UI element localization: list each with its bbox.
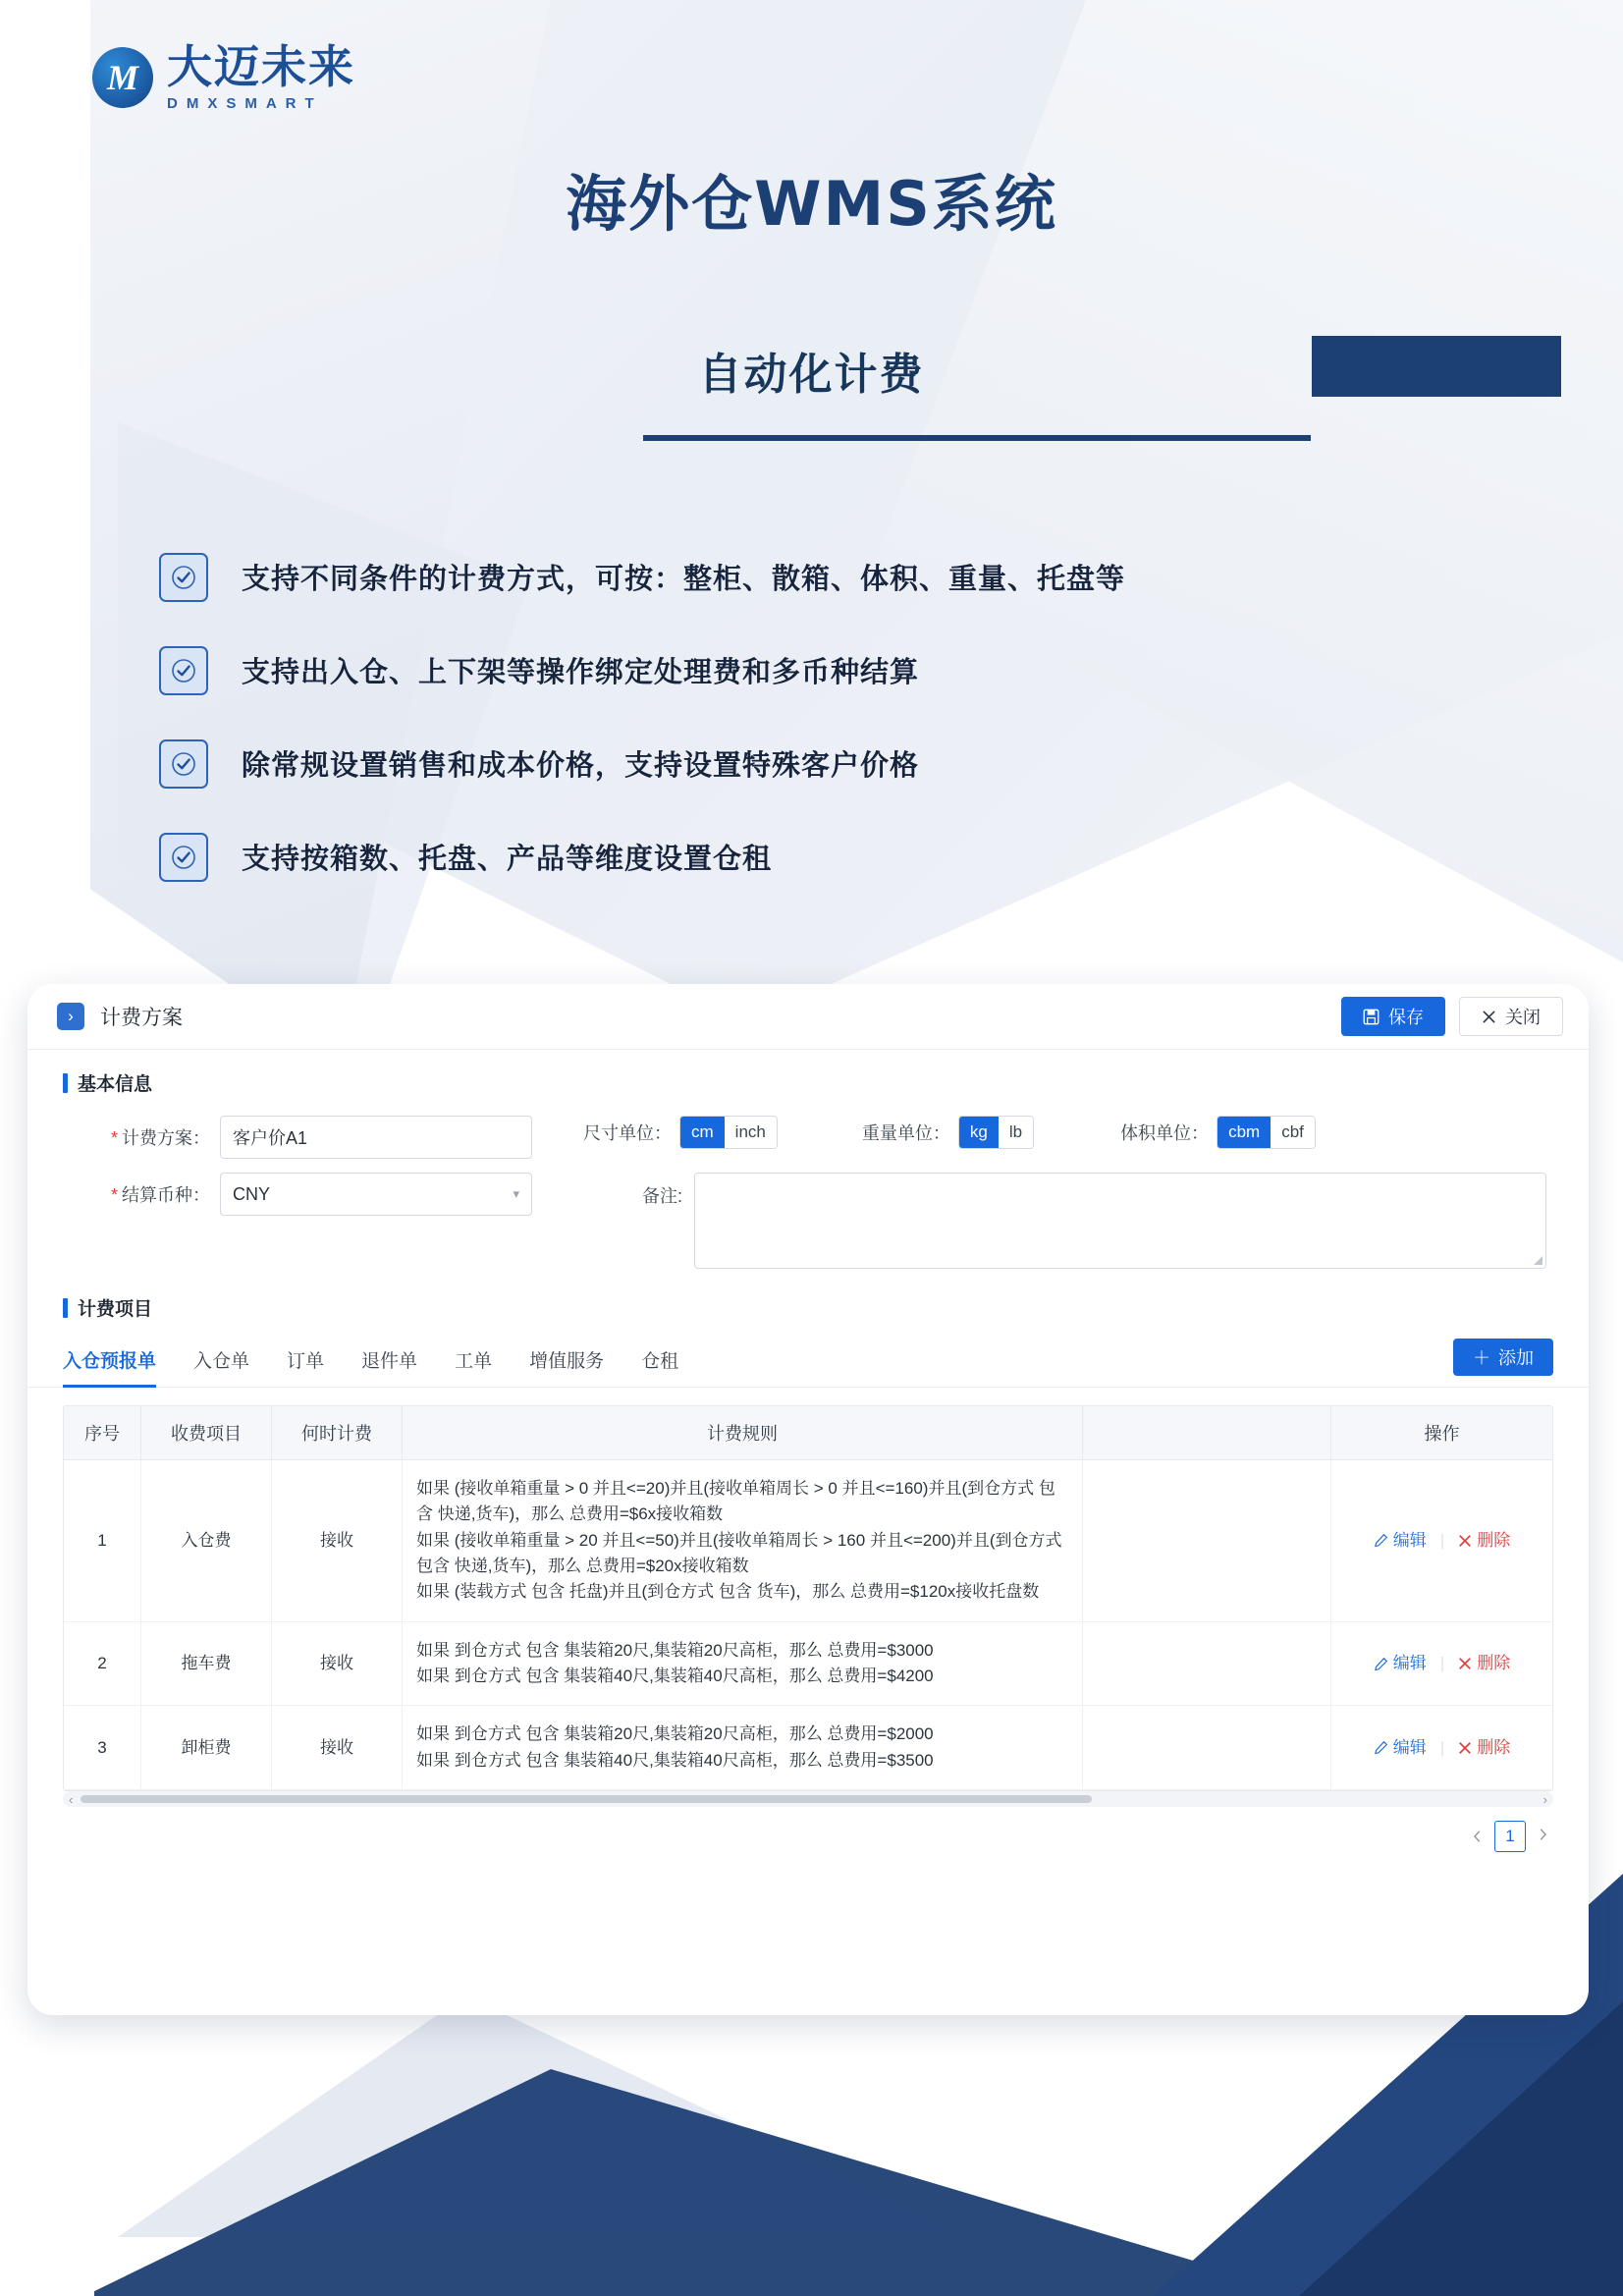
- add-label: 添加: [1498, 1348, 1534, 1368]
- check-icon: [159, 739, 208, 789]
- rule-line: 如果 到仓方式 包含 集装箱20尺,集装箱20尺高柜，那么 总费用=$2000: [416, 1724, 934, 1744]
- cell-operations: [1331, 1460, 1553, 1622]
- brand-name-en: DMXSMART: [167, 95, 323, 112]
- column-blank: [1083, 1406, 1331, 1460]
- title-underline: [643, 435, 1311, 441]
- form-row-1: [27, 1102, 1589, 1159]
- column-index: 序号: [64, 1406, 141, 1460]
- fee-rules-table: [63, 1405, 1553, 1791]
- chevron-down-icon: ▾: [513, 1186, 519, 1201]
- chevron-right-icon[interactable]: ›: [1542, 1791, 1547, 1807]
- next-page-button[interactable]: [1536, 1827, 1549, 1846]
- volume-unit-toggle[interactable]: [1217, 1116, 1316, 1149]
- currency-value: CNY: [233, 1183, 271, 1204]
- page-title: 海外仓WMS系统: [566, 168, 1057, 240]
- cell-when: 接收: [272, 1621, 403, 1706]
- fee-section-header: [27, 1269, 1589, 1327]
- delete-button[interactable]: 删除: [1458, 1651, 1510, 1676]
- list-item: [159, 530, 1435, 624]
- size-unit-label: 尺寸单位：: [583, 1123, 672, 1143]
- op-separator: |: [1439, 1530, 1445, 1550]
- size-unit-option-inch[interactable]: inch: [725, 1117, 777, 1148]
- table-header-row: [64, 1406, 1552, 1460]
- save-label: 保存: [1388, 1008, 1424, 1027]
- table-row: [64, 1706, 1552, 1790]
- cell-index: 3: [64, 1706, 141, 1790]
- horizontal-scrollbar[interactable]: [63, 1791, 1553, 1807]
- rule-line: 如果 (装载方式 包含 托盘)并且(到仓方式 包含 货车)，那么 总费用=$120x接收托盘数: [416, 1582, 1040, 1602]
- brand-name-cn: 大迈未来: [167, 41, 355, 92]
- weight-unit-label: 重量单位：: [861, 1123, 950, 1143]
- plan-label: * 计费方案：: [110, 1128, 210, 1148]
- volume-unit-field: [1120, 1116, 1316, 1149]
- volume-unit-option-cbm[interactable]: cbm: [1217, 1117, 1271, 1148]
- prev-page-button[interactable]: [1471, 1830, 1485, 1843]
- edit-button[interactable]: 编辑: [1374, 1735, 1427, 1761]
- basic-info-title: 基本信息: [78, 1074, 153, 1095]
- pencil-icon: [1374, 1740, 1388, 1755]
- close-icon: [1482, 1010, 1496, 1024]
- x-icon: [1458, 1534, 1472, 1548]
- tab-value-added[interactable]: 增值服务: [529, 1351, 605, 1372]
- list-item: [159, 624, 1435, 717]
- remark-textarea[interactable]: [694, 1173, 1546, 1269]
- tab-storage[interactable]: 仓租: [641, 1351, 679, 1372]
- fee-tabs: [27, 1335, 1589, 1388]
- wms-app-window: [27, 984, 1589, 2015]
- window-titlebar: [27, 984, 1589, 1050]
- currency-label: * 结算币种：: [110, 1185, 210, 1205]
- fee-section-title: 计费项目: [78, 1299, 153, 1320]
- x-icon: [1458, 1657, 1472, 1670]
- pencil-icon: [1374, 1657, 1388, 1671]
- column-operations: 操作: [1331, 1406, 1553, 1460]
- rule-line: 如果 到仓方式 包含 集装箱40尺,集装箱40尺高柜，那么 总费用=$4200: [416, 1667, 934, 1686]
- currency-select[interactable]: [220, 1173, 532, 1216]
- rule-line: 如果 (接收单箱重量 > 0 并且<=20)并且(接收单箱周长 > 0 并且<=160)并且(到仓方式 包含 快递,货车)，那么 总费用=$6x接收箱数: [416, 1479, 1055, 1524]
- tab-inbound[interactable]: 入仓单: [193, 1351, 250, 1372]
- remark-field: [642, 1173, 1546, 1269]
- weight-unit-field: [862, 1116, 1034, 1149]
- cell-blank: [1083, 1460, 1331, 1622]
- x-icon: [1458, 1741, 1472, 1755]
- page-number[interactable]: 1: [1494, 1821, 1526, 1852]
- cell-when: 接收: [272, 1460, 403, 1622]
- basic-info-section-header: [27, 1050, 1589, 1102]
- cell-index: 2: [64, 1621, 141, 1706]
- cell-rules: [403, 1706, 1083, 1790]
- window-title: 计费方案: [100, 1007, 183, 1029]
- rule-line: 如果 (接收单箱重量 > 20 并且<=50)并且(接收单箱周长 > 160 并且<=200)并且(到仓方式 包含 快递,货车)，那么 总费用=$20x接收箱数: [416, 1530, 1062, 1576]
- feature-text: 支持出入仓、上下架等操作绑定处理费和多币种结算: [242, 655, 920, 688]
- feature-text: 支持按箱数、托盘、产品等维度设置仓租: [242, 842, 773, 875]
- pencil-icon: [1374, 1533, 1388, 1548]
- delete-button[interactable]: 删除: [1458, 1528, 1510, 1554]
- rule-line: 如果 到仓方式 包含 集装箱40尺,集装箱40尺高柜，那么 总费用=$3500: [416, 1750, 934, 1770]
- weight-unit-option-kg[interactable]: kg: [959, 1117, 999, 1148]
- scrollbar-thumb[interactable]: [81, 1795, 1092, 1803]
- plus-icon: ＋: [1473, 1348, 1490, 1368]
- tab-work-order[interactable]: 工单: [455, 1351, 493, 1372]
- remark-label: 备注:: [642, 1186, 683, 1206]
- cell-when: 接收: [272, 1706, 403, 1790]
- edit-button[interactable]: 编辑: [1374, 1651, 1427, 1676]
- column-item: 收费项目: [141, 1406, 272, 1460]
- list-item: [159, 810, 1435, 903]
- page-subtitle: 自动化计费: [698, 350, 925, 400]
- section-accent-bar: [63, 1073, 68, 1093]
- brand-text: [167, 41, 355, 112]
- weight-unit-toggle[interactable]: [958, 1116, 1034, 1149]
- plan-field: [63, 1116, 532, 1159]
- section-accent-bar: [63, 1298, 68, 1318]
- close-button[interactable]: [1459, 997, 1563, 1036]
- op-separator: |: [1439, 1737, 1445, 1757]
- cell-operations: [1331, 1621, 1553, 1706]
- column-rule: 计费规则: [403, 1406, 1083, 1460]
- tab-order[interactable]: 订单: [287, 1351, 325, 1372]
- form-row-2: [27, 1159, 1589, 1269]
- check-icon: [159, 646, 208, 695]
- volume-unit-label: 体积单位：: [1120, 1123, 1210, 1143]
- rule-line: 如果 到仓方式 包含 集装箱20尺,集装箱20尺高柜，那么 总费用=$3000: [416, 1640, 934, 1660]
- add-button[interactable]: [1453, 1339, 1553, 1376]
- cell-index: 1: [64, 1460, 141, 1622]
- arrow-right-square-icon: ›: [57, 1003, 84, 1030]
- cell-blank: [1083, 1621, 1331, 1706]
- delete-button[interactable]: 删除: [1458, 1735, 1510, 1761]
- weight-unit-option-lb[interactable]: lb: [999, 1117, 1033, 1148]
- close-label: 关闭: [1505, 1008, 1541, 1027]
- size-unit-option-cm[interactable]: cm: [680, 1117, 725, 1148]
- check-icon: [159, 553, 208, 602]
- feature-list: [159, 530, 1435, 903]
- tab-inbound-forecast[interactable]: 入仓预报单: [63, 1335, 156, 1387]
- cell-rules: [403, 1621, 1083, 1706]
- save-button[interactable]: [1341, 997, 1445, 1036]
- edit-button[interactable]: 编辑: [1374, 1528, 1427, 1554]
- cell-rules: [403, 1460, 1083, 1622]
- feature-text: 除常规设置销售和成本价格，支持设置特殊客户价格: [242, 748, 920, 782]
- currency-field: [63, 1173, 532, 1216]
- plan-input[interactable]: 客户价A1: [220, 1116, 532, 1159]
- cell-operations: [1331, 1706, 1553, 1790]
- circle-m-logo-icon: [92, 47, 153, 108]
- feature-text: 支持不同条件的计费方式，可按：整柜、散箱、体积、重量、托盘等: [242, 562, 1126, 595]
- table-row: [64, 1621, 1552, 1706]
- cell-item: 入仓费: [141, 1460, 272, 1622]
- op-separator: |: [1439, 1653, 1445, 1672]
- check-icon: [159, 833, 208, 882]
- brand-logo: [92, 41, 355, 112]
- size-unit-field: [583, 1116, 778, 1149]
- chevron-left-icon[interactable]: ‹: [69, 1791, 74, 1807]
- pagination: [27, 1807, 1589, 1852]
- size-unit-toggle[interactable]: [679, 1116, 778, 1149]
- table-row: [64, 1460, 1552, 1622]
- cell-blank: [1083, 1706, 1331, 1790]
- column-when: 何时计费: [272, 1406, 403, 1460]
- cell-item: 拖车费: [141, 1621, 272, 1706]
- volume-unit-option-cbf[interactable]: cbf: [1271, 1117, 1315, 1148]
- list-item: [159, 717, 1435, 810]
- cell-item: 卸柜费: [141, 1706, 272, 1790]
- save-icon: [1363, 1009, 1380, 1025]
- tab-return[interactable]: 退件单: [361, 1351, 418, 1372]
